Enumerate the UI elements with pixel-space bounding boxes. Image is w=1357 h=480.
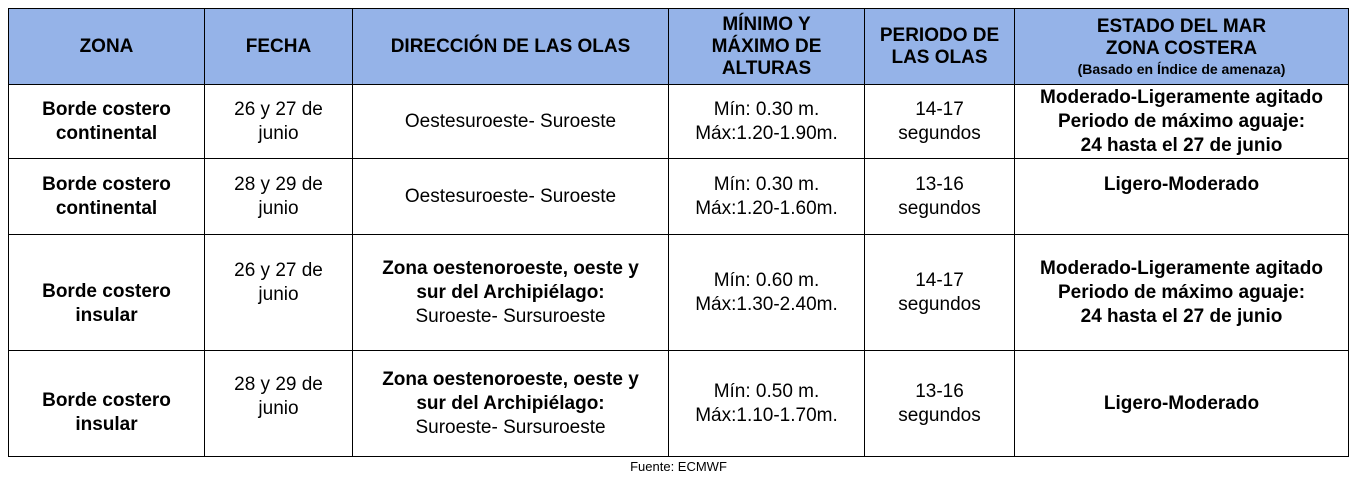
zona-line: insular bbox=[75, 304, 138, 326]
periodo-range: 14-17 bbox=[915, 269, 964, 291]
cell-fecha bbox=[205, 159, 353, 235]
direccion-zone-line: sur del Archipiélago: bbox=[416, 392, 605, 414]
direccion-text: Oestesuroeste- Suroeste bbox=[404, 185, 617, 207]
cell-zona bbox=[9, 85, 205, 159]
table-row bbox=[9, 235, 1349, 351]
header-zona: ZONA bbox=[9, 9, 205, 85]
cell-direccion bbox=[353, 351, 669, 457]
fecha-line: 28 y 29 de bbox=[234, 173, 323, 195]
estado-line: Periodo de máximo aguaje: bbox=[1057, 110, 1306, 132]
altura-min: Mín: 0.60 m. bbox=[713, 269, 820, 291]
header-alturas-line: ALTURAS bbox=[721, 57, 812, 79]
fecha-line: junio bbox=[258, 122, 299, 144]
header-periodo bbox=[865, 9, 1015, 85]
direccion-zone-line: Zona oestenoroeste, oeste y bbox=[382, 368, 639, 390]
cell-zona bbox=[9, 159, 205, 235]
zona-line: continental bbox=[55, 122, 158, 144]
cell-fecha bbox=[205, 85, 353, 159]
cell-fecha bbox=[205, 235, 353, 351]
periodo-unit: segundos bbox=[898, 122, 981, 144]
altura-max: Máx:1.20-1.90m. bbox=[695, 122, 838, 144]
header-estado bbox=[1015, 9, 1349, 85]
cell-periodo bbox=[865, 159, 1015, 235]
cell-periodo bbox=[865, 85, 1015, 159]
estado-line: Ligero-Moderado bbox=[1103, 174, 1260, 195]
cell-alturas bbox=[669, 85, 865, 159]
estado-line: Periodo de máximo aguaje: bbox=[1057, 281, 1306, 303]
header-estado-line: ESTADO DEL MAR bbox=[1096, 15, 1267, 37]
periodo-range: 14-17 bbox=[915, 98, 964, 120]
altura-min: Mín: 0.30 m. bbox=[713, 173, 820, 195]
zona-line: continental bbox=[55, 197, 158, 219]
cell-alturas bbox=[669, 235, 865, 351]
periodo-unit: segundos bbox=[898, 404, 981, 426]
cell-zona bbox=[9, 351, 205, 457]
cell-periodo bbox=[865, 235, 1015, 351]
fecha-line: junio bbox=[258, 284, 299, 305]
zona-line: Borde costero bbox=[42, 389, 171, 411]
cell-direccion bbox=[353, 235, 669, 351]
zona-line: Borde costero bbox=[42, 98, 171, 120]
altura-max: Máx:1.30-2.40m. bbox=[695, 293, 838, 315]
estado-line: Moderado-Ligeramente agitado bbox=[1040, 86, 1323, 108]
cell-periodo bbox=[865, 351, 1015, 457]
header-fecha: FECHA bbox=[205, 9, 353, 85]
table-row bbox=[9, 85, 1349, 159]
altura-min: Mín: 0.30 m. bbox=[713, 98, 820, 120]
cell-direccion bbox=[353, 85, 669, 159]
periodo-range: 13-16 bbox=[915, 173, 964, 195]
fecha-line: junio bbox=[258, 197, 299, 219]
header-periodo-line: LAS OLAS bbox=[891, 46, 988, 68]
header-alturas-line: MÁXIMO DE bbox=[711, 35, 822, 57]
header-direccion: DIRECCIÓN DE LAS OLAS bbox=[353, 9, 669, 85]
header-alturas-line: MÍNIMO Y bbox=[722, 13, 811, 35]
periodo-range: 13-16 bbox=[915, 380, 964, 402]
header-row bbox=[9, 9, 1349, 85]
direccion-text: Oestesuroeste- Suroeste bbox=[404, 110, 617, 132]
table-row bbox=[9, 159, 1349, 235]
estado-line: 24 hasta el 27 de junio bbox=[1080, 305, 1283, 327]
cell-estado bbox=[1015, 85, 1349, 159]
direccion-text: Suroeste- Sursuroeste bbox=[415, 305, 606, 327]
fecha-line: 26 y 27 de bbox=[234, 98, 323, 120]
cell-alturas bbox=[669, 159, 865, 235]
cell-fecha bbox=[205, 351, 353, 457]
cell-direccion bbox=[353, 159, 669, 235]
altura-min: Mín: 0.50 m. bbox=[713, 380, 820, 402]
fecha-line: 28 y 29 de bbox=[234, 374, 323, 395]
direccion-zone-line: sur del Archipiélago: bbox=[416, 281, 605, 303]
cell-estado bbox=[1015, 159, 1349, 235]
direccion-zone-line: Zona oestenoroeste, oeste y bbox=[382, 257, 639, 279]
cell-estado bbox=[1015, 235, 1349, 351]
zona-line: Borde costero bbox=[42, 280, 171, 302]
cell-zona bbox=[9, 235, 205, 351]
cell-estado bbox=[1015, 351, 1349, 457]
header-estado-note: (Basado en Índice de amenaza) bbox=[1077, 60, 1286, 77]
altura-max: Máx:1.20-1.60m. bbox=[695, 197, 838, 219]
table-row bbox=[9, 351, 1349, 457]
direccion-text: Suroeste- Sursuroeste bbox=[415, 416, 606, 438]
header-estado-line: ZONA COSTERA bbox=[1105, 37, 1258, 59]
periodo-unit: segundos bbox=[898, 293, 981, 315]
altura-max: Máx:1.10-1.70m. bbox=[695, 404, 838, 426]
zona-line: insular bbox=[75, 413, 138, 435]
zona-line: Borde costero bbox=[42, 173, 171, 195]
estado-line: 24 hasta el 27 de junio bbox=[1080, 134, 1283, 156]
cell-alturas bbox=[669, 351, 865, 457]
header-periodo-line: PERIODO DE bbox=[879, 24, 1000, 46]
wave-forecast-table bbox=[8, 8, 1349, 457]
estado-line: Ligero-Moderado bbox=[1103, 392, 1260, 414]
fecha-line: 26 y 27 de bbox=[234, 260, 323, 281]
estado-line: Moderado-Ligeramente agitado bbox=[1040, 257, 1323, 279]
source-caption: Fuente: ECMWF bbox=[630, 459, 727, 474]
fecha-line: junio bbox=[258, 398, 299, 419]
periodo-unit: segundos bbox=[898, 197, 981, 219]
header-alturas bbox=[669, 9, 865, 85]
